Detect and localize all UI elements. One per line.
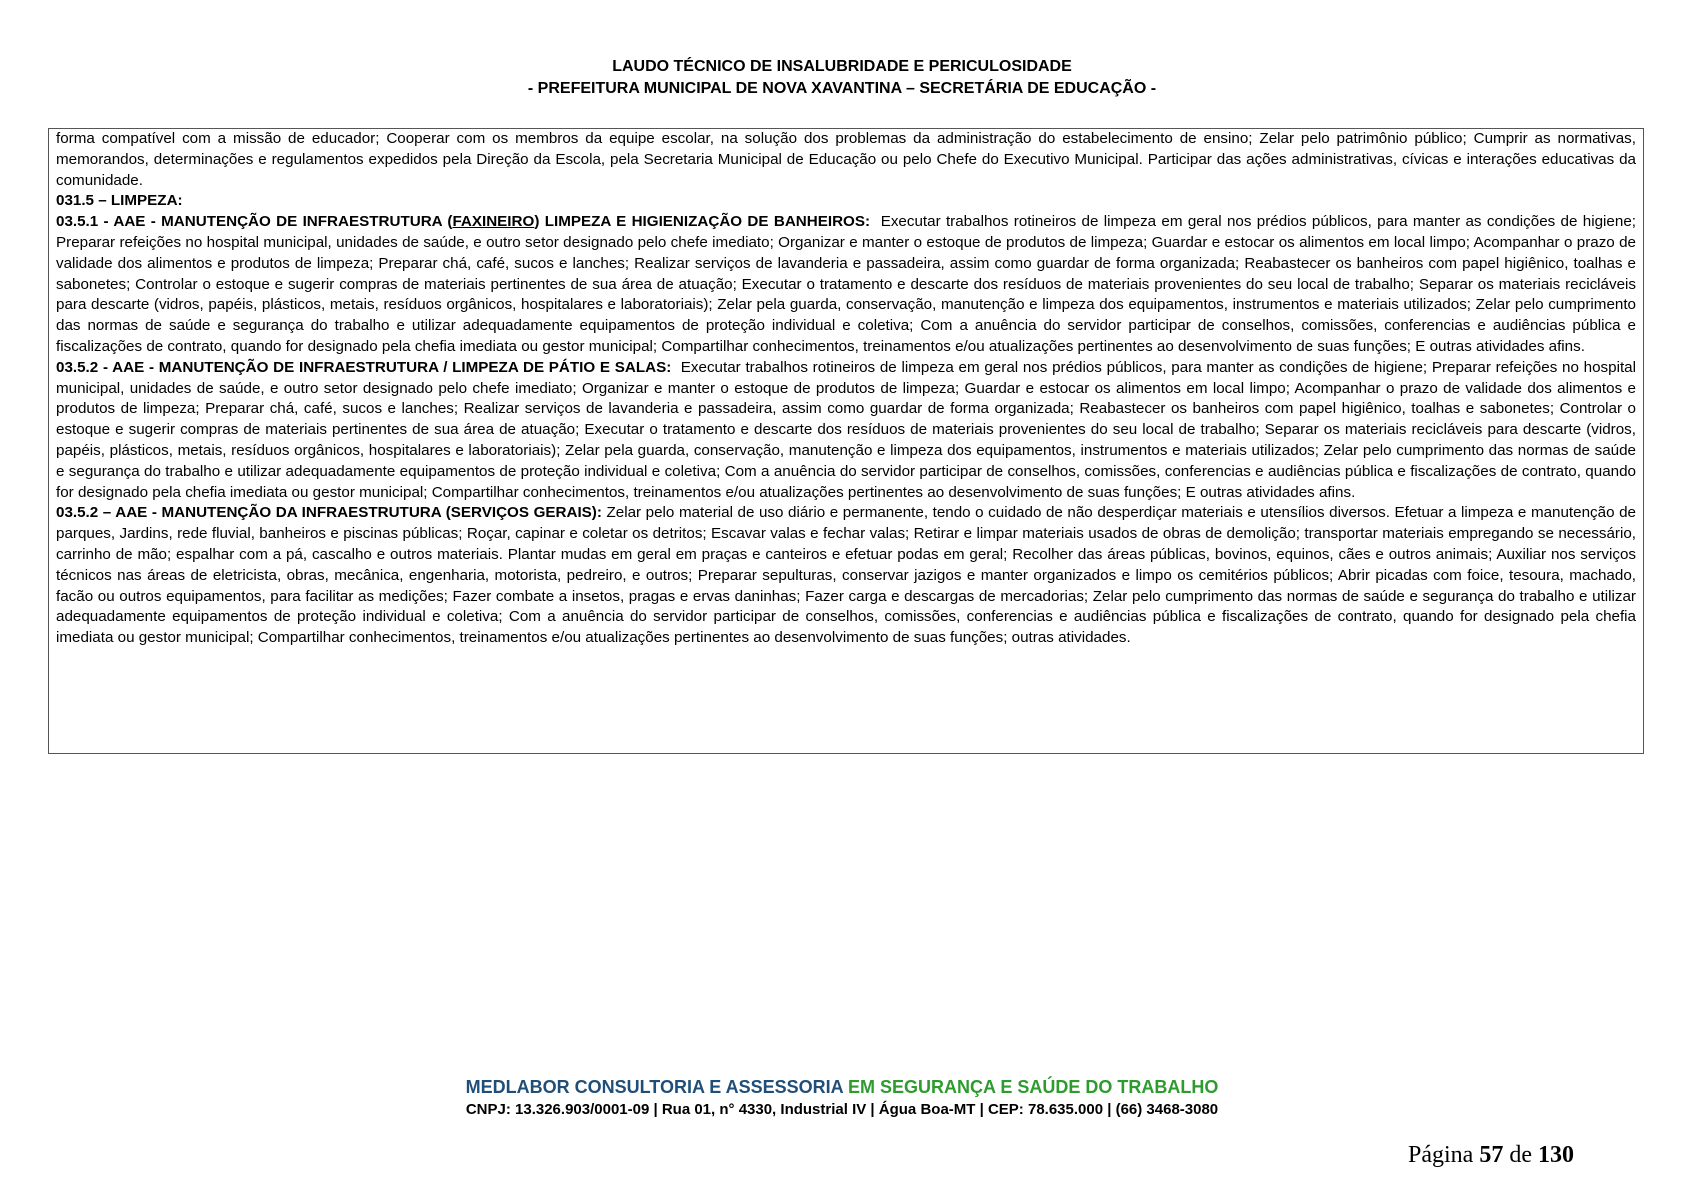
content-box — [48, 128, 1644, 754]
document-title: LAUDO TÉCNICO DE INSALUBRIDADE E PERICULOSIDADE — [612, 58, 1072, 75]
page-number — [1408, 1142, 1574, 1169]
item-faxineiro-title-underlined: FAXINEIRO — [452, 213, 535, 231]
item-faxineiro-title — [56, 213, 870, 230]
item-patio-salas-text: Executar trabalhos rotineiros de limpeza em geral nos prédios públicos, para manter as condições de higiene; Preparar refeições no hospital municipal, unidades de saúde, e outro setor designado pelo chefe imediato; Organizar e manter o estoque de produtos de limpeza; Guardar e estocar os alimentos em local limpo; Acompanhar o prazo de validade dos alimentos e produtos de limpeza; Preparar chá, café, sucos e lanches; Realizar serviços de lavanderia e passadeira, assim como guardar de forma organizada; Reabastecer os banheiros com papel higiênico, toalhas e sabonetes; Controlar o estoque e sugerir compras de materiais pertinentes de sua área de atuação; Executar o tratamento e descarte dos resíduos de materiais provenientes do seu local de trabalho; Separar os materiais recicláveis para descarte (vidros, papéis, plásticos, metais, resíduos orgânicos, hospitalares e laboratoriais); Zelar pela guarda, conservação, manutenção e limpeza dos equipamentos, instrumentos e materiais utilizados; Zelar pelo cumprimento das normas de saúde e segurança do trabalho e utilizar adequadamente equipamentos de proteção individual e coletiva; Com a anuência do servidor participar de conselhos, comissões, conferencias e audiências pública e fiscalizações de contrato, quando for designado pela chefia imediata ou gestor municipal; Compartilhar conhecimentos, treinamentos e/ou atualizações pertinentes ao desenvolvimento de suas funções; E outras atividades afins. — [56, 358, 1636, 501]
item-servicos-gerais-text: Zelar pelo material de uso diário e permanente, tendo o cuidado de não desperdiçar materiais e utensílios diversos. Efetuar a limpeza e manutenção de parques, Jardins, rede fluvial, banheiros e piscinas públicas; Roçar, capinar e coletar os detritos; Escavar valas e fechar valas; Retirar e limpar materiais usados de obras de demolição; transportar materiais empregando se necessário, carrinho de mão; espalhar com a pá, cascalho e outros materiais. Plantar mudas em geral em praças e canteiros e efetuar podas em geral; Recolher das áreas públicas, bovinos, equinos, cães e outros animais; Auxiliar nos serviços técnicos nas áreas de eletricista, obras, mecânica, engenharia, motorista, pedreiro, e outros; Preparar sepulturas, conservar jazigos e manter organizados e limpo os cemitérios públicos; Abrir picadas com foice, tesoura, machado, facão ou outros equipamentos, para facilitar as medições; Fazer combate a insetos, pragas e ervas daninhas; Fazer carga e descargas de mercadorias; Zelar pelo cumprimento das normas de saúde e segurança do trabalho e utilizar adequadamente equipamentos de proteção individual e coletiva; Com a anuência do servidor participar de conselhos, comissões, conferencias e audiências pública e fiscalizações de contrato, quando for designado pela chefia imediata ou gestor municipal; Compartilhar conhecimentos, treinamentos e/ou atualizações pertinentes ao desenvolvimento de suas funções; outras atividades. — [56, 504, 1636, 647]
section-title: 031.5 – LIMPEZA: — [56, 192, 183, 210]
item-servicos-gerais-title: 03.5.2 – AAE - MANUTENÇÃO DA INFRAESTRUTURA (SERVIÇOS GERAIS): — [56, 504, 602, 522]
item-faxineiro — [56, 212, 1636, 358]
page-of: de — [1509, 1142, 1532, 1168]
company-name-green: EM SEGURANÇA E SAÚDE DO TRABALHO — [848, 1077, 1219, 1097]
item-faxineiro-text: Executar trabalhos rotineiros de limpeza em geral nos prédios públicos, para manter as condições de higiene; Preparar refeições no hospital municipal, unidades de saúde, e outro setor designado pelo chefe imediato; Organizar e manter o estoque de produtos de limpeza; Guardar e estocar os alimentos em local limpo; Acompanhar o prazo de validade dos alimentos e produtos de limpeza; Preparar chá, café, sucos e lanches; Realizar serviços de lavanderia e passadeira, assim como guardar de forma organizada; Reabastecer os banheiros com papel higiênico, toalhas e sabonetes; Controlar o estoque e sugerir compras de materiais pertinentes de sua área de atuação; Executar o tratamento e descarte dos resíduos de materiais provenientes do seu local de trabalho; Separar os materiais recicláveis para descarte (vidros, papéis, plásticos, metais, resíduos orgânicos, hospitalares e laboratoriais); Zelar pela guarda, conservação, manutenção e limpeza dos equipamentos, instrumentos e materiais utilizados; Zelar pelo cumprimento das normas de saúde e segurança do trabalho e utilizar adequadamente equipamentos de proteção individual e coletiva; Com a anuência do servidor participar de conselhos, comissões, conferencias e audiências pública e fiscalizações de contrato, quando for designado pela chefia imediata ou gestor municipal; Compartilhar conhecimentos, treinamentos e/ou atualizações pertinentes ao desenvolvimento de suas funções; E outras atividades afins. — [56, 213, 1636, 355]
document-header — [0, 56, 1684, 100]
intro-paragraph: forma compatível com a missão de educador; Cooperar com os membros da equipe escolar, na solução dos problemas da administração do estabelecimento de ensino; Zelar pelo patrimônio público; Cumprir as normativas, memorandos, determinações e regulamentos expedidos pela Direção da Escola, pela Secretaria Municipal de Educação ou pelo Chefe do Executivo Municipal. Participar das ações administrativas, cívicas e interações educativas da comunidade. — [56, 130, 1636, 189]
item-patio-salas-title: 03.5.2 - AAE - MANUTENÇÃO DE INFRAESTRUTURA / LIMPEZA DE PÁTIO E SALAS: — [56, 358, 672, 376]
page-total: 130 — [1537, 1142, 1574, 1168]
item-faxineiro-title-pre: 03.5.1 - AAE - MANUTENÇÃO DE INFRAESTRUTURA ( — [56, 213, 453, 231]
page-prefix: Página — [1408, 1142, 1474, 1168]
company-address: CNPJ: 13.326.903/0001-09 | Rua 01, n° 4330, Industrial IV | Água Boa-MT | CEP: 78.635.000 | (66) 3468-3080 — [465, 1101, 1219, 1118]
document-footer — [0, 1075, 1684, 1121]
document-subtitle: - PREFEITURA MUNICIPAL DE NOVA XAVANTINA – SECRETÁRIA DE EDUCAÇÃO - — [527, 80, 1157, 97]
item-faxineiro-title-post: ) LIMPEZA E HIGIENIZAÇÃO DE BANHEIROS: — [534, 213, 871, 231]
page-current: 57 — [1479, 1142, 1504, 1168]
item-servicos-gerais — [56, 503, 1636, 649]
company-name-blue: MEDLABOR CONSULTORIA E ASSESSORIA — [465, 1077, 843, 1097]
item-patio-salas — [56, 358, 1636, 504]
company-name — [0, 1075, 1684, 1099]
